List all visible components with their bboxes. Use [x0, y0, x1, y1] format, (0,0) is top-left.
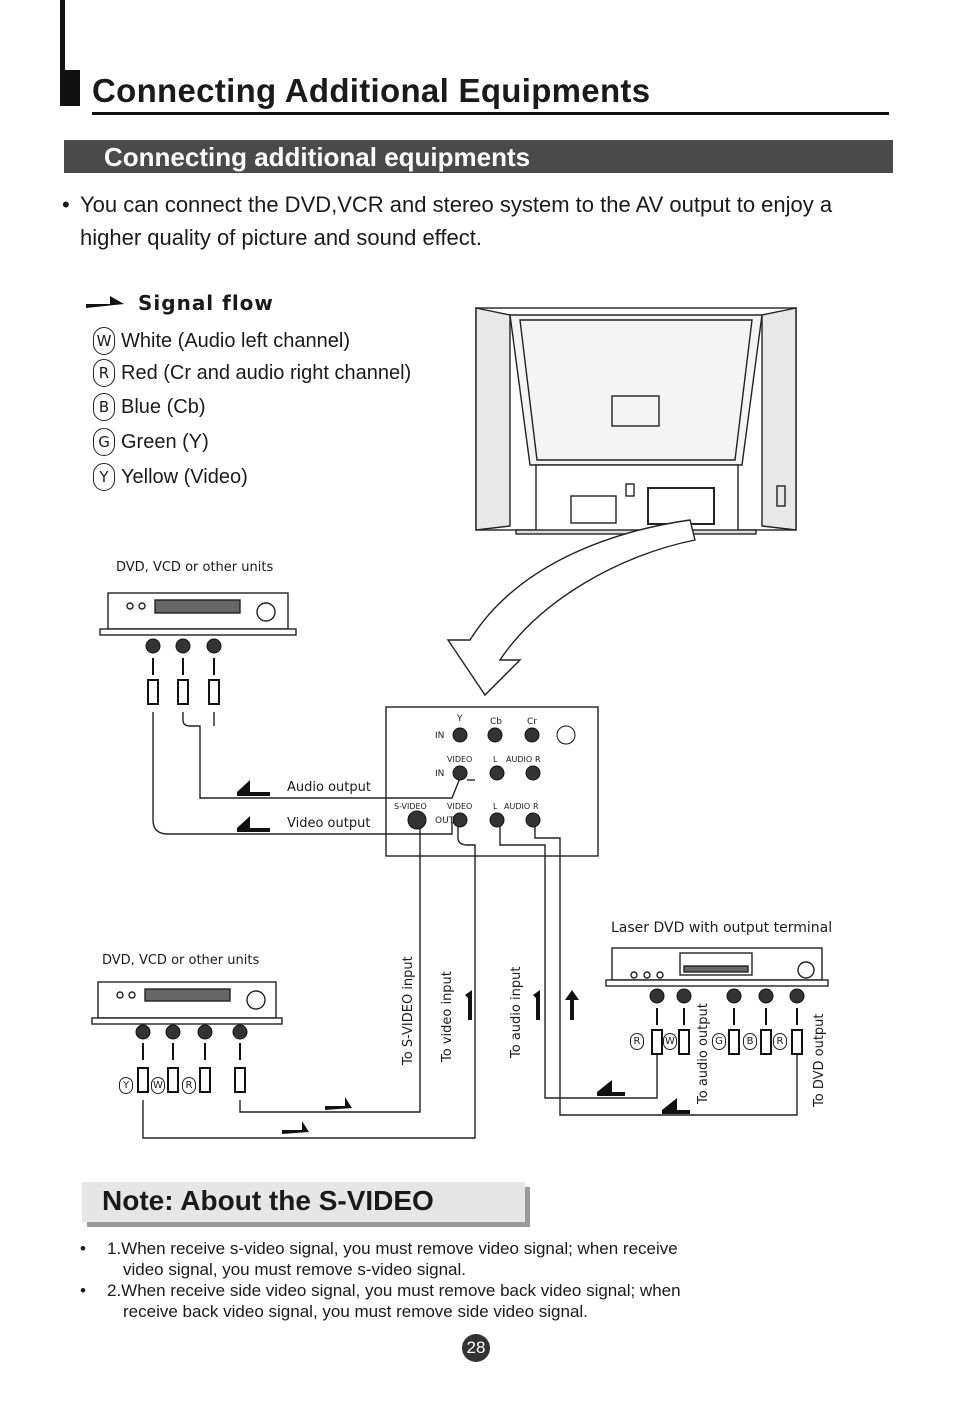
panel-label-y: Y [457, 714, 463, 724]
audio-input-arrow-icon [533, 990, 540, 1020]
panel-label-video-in: VIDEO [447, 755, 473, 764]
dvd-unit-top [100, 593, 296, 635]
green-badge-icon: G [93, 428, 115, 456]
note-item-2 [80, 1280, 800, 1322]
note-item-1 [80, 1238, 800, 1280]
bullet: • [80, 1239, 86, 1258]
to-audio-input-label: To audio input [509, 966, 524, 1058]
badge-white-icon: W [151, 1077, 165, 1094]
svideo-flow-arrow-icon [325, 1097, 352, 1110]
yellow-badge-icon: Y [93, 463, 115, 491]
panel-label-l: L [493, 755, 498, 764]
to-video-input-label: To video input [440, 971, 455, 1062]
note-title: Note: About the S-VIDEO [102, 1185, 434, 1216]
badge-yellow-icon: Y [119, 1077, 133, 1094]
bullet: • [62, 192, 70, 217]
panel-label-l-2: L [493, 802, 498, 811]
intro-line-2: higher quality of picture and sound effect. [80, 225, 482, 250]
page-number: 28 [462, 1334, 490, 1362]
to-svideo-input-label: To S-VIDEO input [401, 956, 416, 1065]
panel-label-video-out: VIDEO [447, 802, 473, 811]
white-badge-icon: W [93, 327, 115, 355]
red-badge-icon: R [93, 359, 115, 387]
panel-label-r: R [535, 755, 541, 764]
blue-badge-icon: B [93, 393, 115, 421]
to-dvd-output-label: To DVD output [812, 1013, 827, 1107]
to-audio-output-label: To audio output [696, 1003, 711, 1104]
legend-label: Red (Cr and audio right channel) [121, 361, 412, 384]
legend-label: Blue (Cb) [121, 395, 206, 418]
dvd-flow-arrow-icon [662, 1098, 690, 1114]
intro-text-1: You can connect the DVD,VCR and stereo system to the AV output to enjoy a [80, 192, 833, 217]
panel-label-r-2: R [533, 802, 539, 811]
note-item-2-line-1: 2.When receive side video signal, you must remove back video signal; when [107, 1281, 681, 1300]
dvd-input-arrow-icon [565, 990, 579, 1020]
badge-blue-icon: B [743, 1033, 757, 1050]
panel-label-audio-2: AUDIO [504, 802, 531, 811]
video-output-label: Video output [287, 816, 371, 831]
signal-flow-title: Signal flow [138, 291, 274, 315]
flow-arrow-curve [448, 520, 695, 695]
laser-dvd-unit [606, 948, 828, 986]
unit-bottom-label: DVD, VCD or other units [102, 953, 260, 968]
unit-top-label: DVD, VCD or other units [116, 560, 274, 575]
panel-label-out: OUT [435, 816, 455, 826]
note-item-2-line-2: receive back video signal, you must remove side video signal. [123, 1302, 588, 1321]
panel-label-cr: Cr [527, 717, 537, 727]
audio-output-arrow-icon [237, 780, 270, 796]
section-title: Connecting additional equipments [104, 142, 531, 172]
legend-label: White (Audio left channel) [121, 329, 351, 352]
legend-label: Yellow (Video) [121, 465, 248, 488]
badge-red-icon: R [773, 1033, 787, 1050]
panel-label-in-2: IN [435, 769, 445, 779]
laser-dvd-label: Laser DVD with output terminal [611, 920, 833, 936]
dvd-unit-bottom [92, 982, 282, 1024]
tv-rear-illustration [476, 308, 796, 534]
badge-red-icon: R [182, 1077, 196, 1094]
audio-output-label: Audio output [287, 780, 371, 795]
panel-label-cb: Cb [490, 717, 502, 727]
badge-white-icon: W [663, 1033, 677, 1050]
video-flow-arrow-icon [282, 1121, 309, 1134]
video-input-arrow-icon [465, 990, 472, 1020]
badge-red-icon: R [630, 1033, 644, 1050]
video-output-arrow-icon [237, 816, 270, 832]
note-item-1-line-2: video signal, you must remove s-video signal. [123, 1260, 466, 1279]
page-title: Connecting Additional Equipments [92, 72, 651, 109]
panel-label-audio: AUDIO [506, 755, 533, 764]
badge-green-icon: G [712, 1033, 726, 1050]
legend-label: Green (Y) [121, 430, 209, 453]
note-item-1-line-1: 1.When receive s-video signal, you must remove video signal; when receive [107, 1239, 678, 1258]
bullet: • [80, 1281, 86, 1300]
panel-label-in: IN [435, 731, 445, 741]
panel-label-svideo: S-VIDEO [394, 802, 427, 811]
audio-flow-arrow-icon [597, 1080, 625, 1096]
